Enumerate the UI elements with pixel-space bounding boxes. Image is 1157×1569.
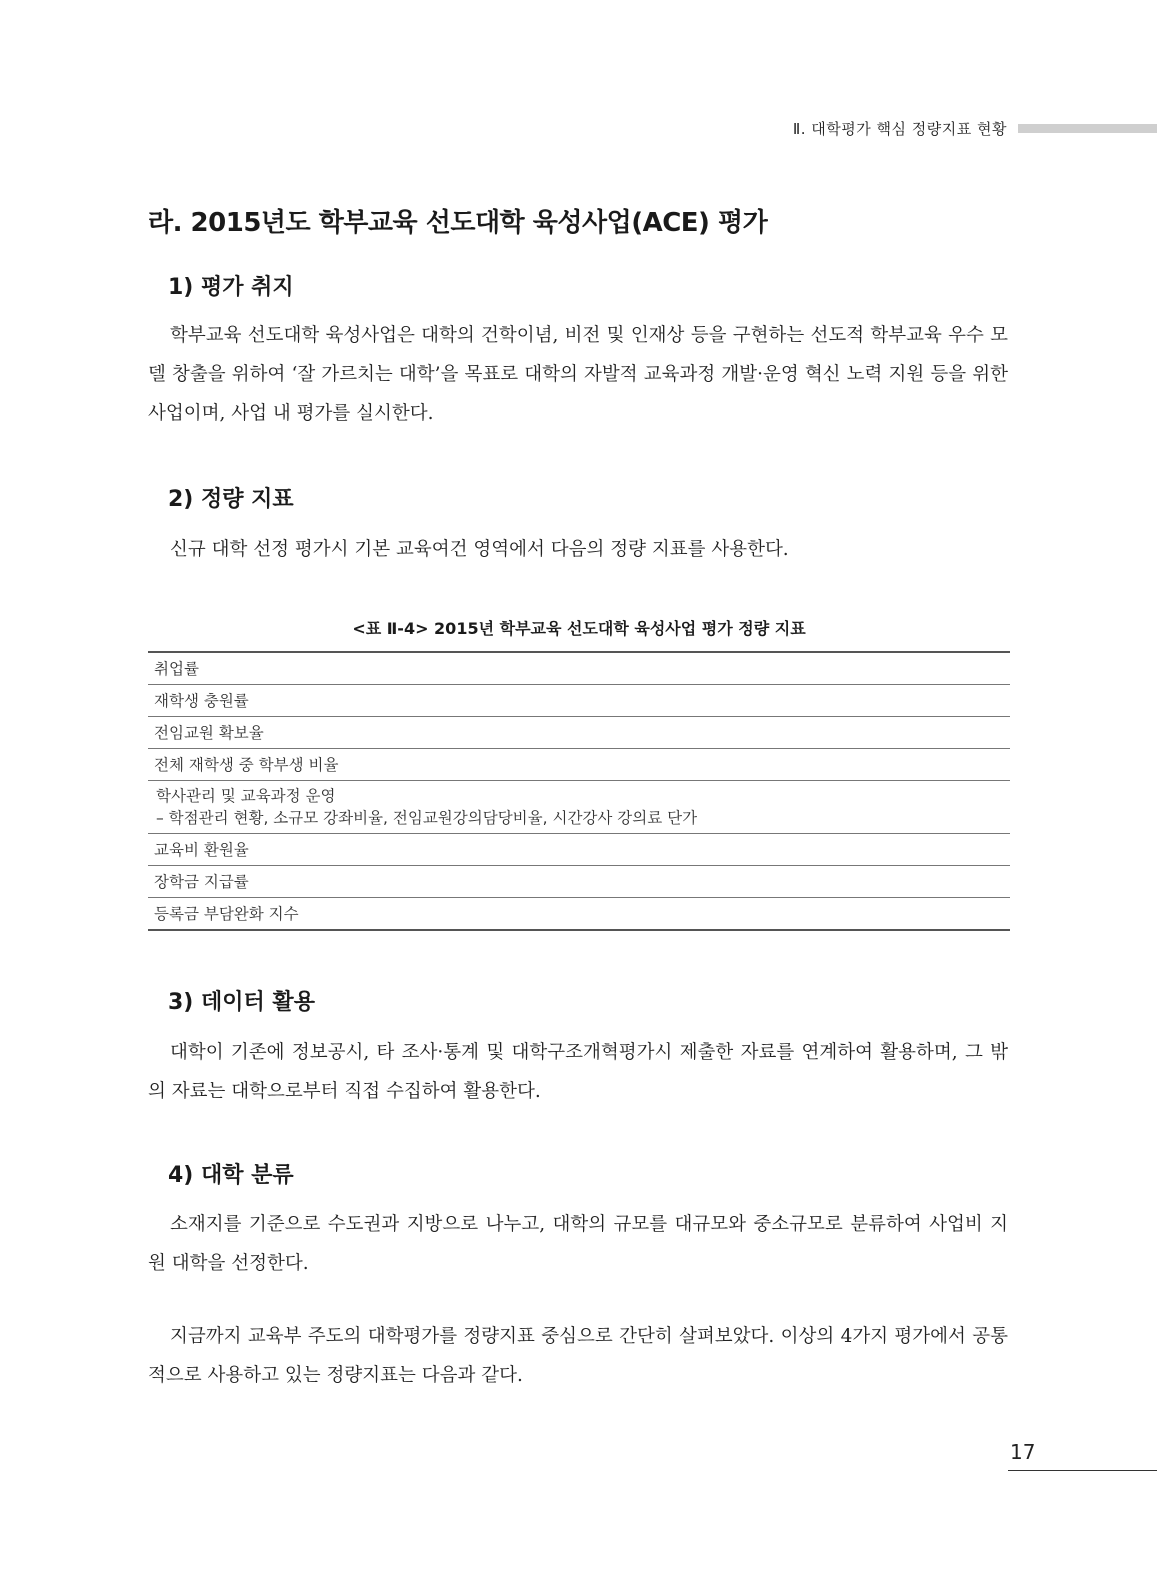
table-cell: 교육비 환원율 [148, 834, 1010, 866]
page-number: 17 [1010, 1440, 1036, 1464]
table-row [148, 781, 1010, 834]
table-row [148, 834, 1010, 866]
table-cell [148, 781, 1010, 834]
table-row [148, 898, 1010, 931]
table-row [148, 652, 1010, 685]
indicator-table [148, 651, 1010, 931]
closing-paragraph: 지금까지 교육부 주도의 대학평가를 정량지표 중심으로 간단히 살펴보았다. 이상의 4가지 평가에서 공통적으로 사용하고 있는 정량지표는 다음과 같다. [148, 1326, 1008, 1386]
paragraph-university-classification: 소재지를 기준으로 수도권과 지방으로 나누고, 대학의 규모를 대규모와 중소규모로 분류하여 사업비 지원 대학을 선정한다. [148, 1214, 1008, 1274]
table-row [148, 685, 1010, 717]
table-cell-main-text: 학사관리 및 교육과정 운영 [156, 787, 336, 805]
table-row [148, 749, 1010, 781]
section-title: 라. 2015년도 학부교육 선도대학 육성사업(ACE) 평가 [148, 208, 768, 238]
table-row [148, 866, 1010, 898]
subsection-heading-university-classification: 4) 대학 분류 [168, 1163, 294, 1188]
table-cell-sub-text: – 학점관리 현황, 소규모 강좌비율, 전임교원강의담당비율, 시간강사 강의료 단가 [156, 809, 698, 827]
table-row [148, 717, 1010, 749]
table-cell: 재학생 충원률 [148, 685, 1010, 717]
table-cell: 취업률 [148, 652, 1010, 685]
running-header: Ⅱ. 대학평가 핵심 정량지표 현황 [792, 120, 1007, 138]
table-cell: 등록금 부담완화 지수 [154, 904, 299, 923]
table-cell: 전체 재학생 중 학부생 비율 [148, 749, 1010, 781]
paragraph-data-usage: 대학이 기존에 정보공시, 타 조사·통계 및 대학구조개혁평가시 제출한 자료를 연계하여 활용하며, 그 밖의 자료는 대학으로부터 직접 수집하여 활용한다. [148, 1042, 1008, 1102]
paragraph-quantitative-indicators: 신규 대학 선정 평가시 기본 교육여건 영역에서 다음의 정량 지표를 사용한다. [170, 539, 789, 560]
table-cell: 전임교원 확보율 [148, 717, 1010, 749]
subsection-heading-purpose: 1) 평가 취지 [168, 275, 294, 300]
table-caption: <표 Ⅱ-4> 2015년 학부교육 선도대학 육성사업 평가 정량 지표 [352, 619, 806, 638]
subsection-heading-data-usage: 3) 데이터 활용 [168, 990, 315, 1015]
table-cell: 장학금 지급률 [148, 866, 1010, 898]
paragraph-purpose: 학부교육 선도대학 육성사업은 대학의 건학이념, 비전 및 인재상 등을 구현하는 선도적 학부교육 우수 모델 창출을 위하여 ‘잘 가르치는 대학’을 목표로 대학의 자발적 교육과정 개발·운영 혁신 노력 지원 등을 위한 사업이며, 사업 내 평가를 실시한다. [148, 325, 1008, 424]
subsection-heading-quantitative-indicators: 2) 정량 지표 [168, 487, 294, 512]
header-decorative-bar [1018, 124, 1157, 133]
footer-rule [1008, 1470, 1157, 1471]
